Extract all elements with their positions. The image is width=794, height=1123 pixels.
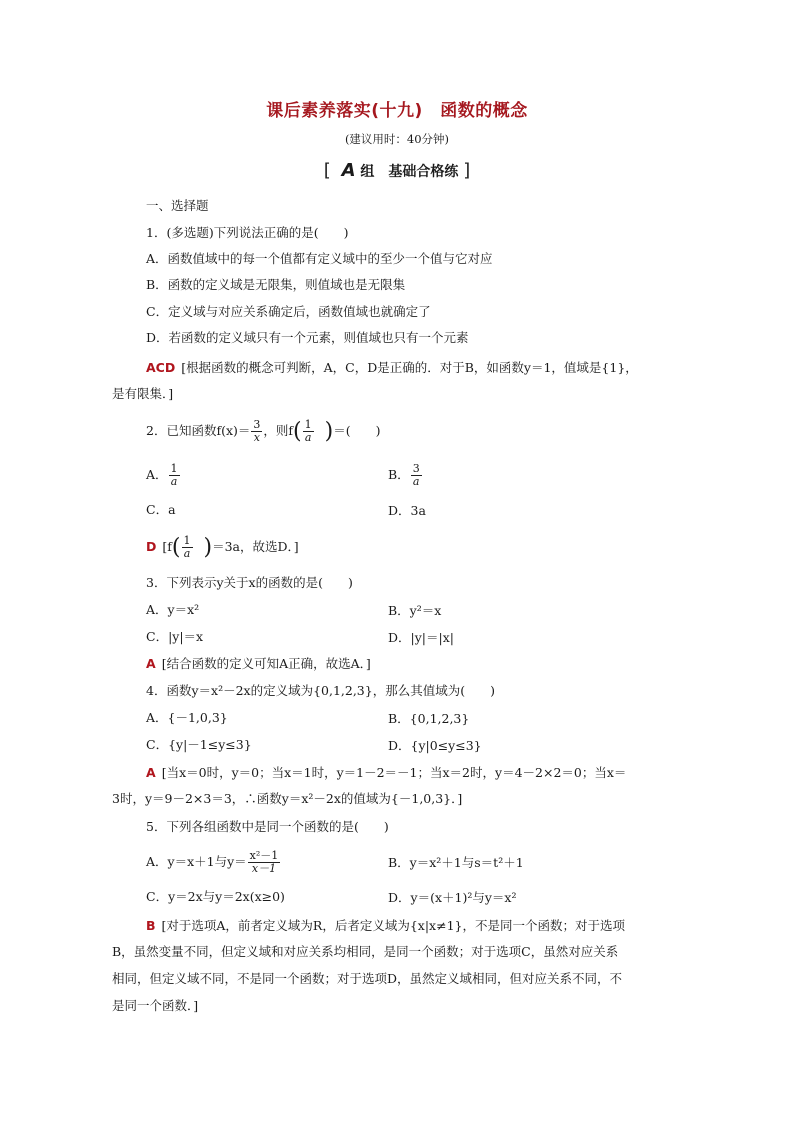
group-bracket-close: ] [463, 160, 471, 181]
q2-option-a-num: 1 [170, 462, 178, 475]
suggested-time: (建议用时：40分钟) [344, 132, 450, 146]
q5-explanation-3: 相同，但定义域不同，不是同一个函数；对于选项D，虽然定义域相同，但对应关系不同，不 [112, 971, 623, 986]
q3-answer: A [146, 656, 156, 671]
q2-explanation-paren-right: ) [203, 534, 213, 560]
q2-option-b-frac [411, 463, 422, 488]
q1-option-b: B．函数的定义域是无限集，则值域也是无限集 [146, 277, 406, 292]
q2-fraction-num: 3 [253, 418, 261, 431]
q2-option-a-frac [169, 463, 180, 488]
q4-answer: A [146, 765, 156, 780]
q2-stem [146, 414, 380, 448]
q2-explanation-frac [182, 535, 193, 560]
q5-explanation-2: B，虽然变量不同，但定义域和对应关系均相同，是同一个函数；对于选项C，虽然对应关系 [112, 944, 619, 959]
q5-option-a-den: x－1 [251, 862, 277, 875]
q5-option-a-pre: A．y＝x＋1与y＝ [146, 854, 247, 869]
q5-option-d: D．y＝(x＋1)²与y＝x² [388, 890, 517, 905]
q2-option-c: C．a [146, 502, 176, 517]
q2-stem-mid: ，则f [263, 423, 294, 438]
q2-option-b [388, 458, 423, 492]
q2-option-b-label: B． [388, 467, 410, 482]
q3-solution [146, 655, 371, 673]
q1-stem: 1．(多选题)下列说法正确的是( ) [146, 225, 349, 240]
q2-paren-left: ( [293, 418, 302, 444]
q2-fraction-den: x [253, 431, 260, 444]
q2-option-a [146, 458, 181, 492]
q1-answer: ACD [146, 360, 176, 375]
q5-explanation-1: [对于选项A，前者定义域为R，后者定义域为{x|x≠1}，不是同一个函数；对于选项 [161, 918, 625, 933]
q3-option-b: B．y²＝x [388, 603, 442, 618]
q5-option-a-num: x²－1 [249, 849, 279, 862]
q1-option-c: C．定义域与对应关系确定后，函数值域也就确定了 [146, 304, 431, 319]
section-heading: 一、选择题 [146, 198, 209, 213]
q4-option-a: A．{－1,0,3} [146, 710, 228, 725]
q3-stem: 3．下列表示y关于x的函数的是( ) [146, 575, 353, 590]
q2-stem-post: ＝( ) [333, 423, 381, 438]
q2-arg-num: 1 [304, 418, 312, 431]
q5-answer: B [146, 918, 156, 933]
group-letter: A [341, 160, 356, 181]
group-label: 组 基础合格练 [360, 164, 459, 180]
q5-option-a [146, 845, 281, 879]
q1-solution-line-1 [146, 359, 638, 377]
q2-option-b-den: a [412, 475, 420, 488]
q4-explanation-2: 3时，y＝9－2×3＝3，∴函数y＝x²－2x的值域为{－1,0,3}．] [112, 791, 463, 806]
q1-option-a: A．函数值域中的每一个值都有定义域中的至少一个值与它对应 [146, 251, 493, 266]
q2-explanation-post: ＝3a，故选D．] [212, 539, 299, 554]
q2-explanation-paren-left: ( [171, 534, 181, 560]
q5-stem: 5．下列各组函数中是同一个函数的是( ) [146, 819, 389, 834]
q2-explanation-num: 1 [183, 534, 191, 547]
q2-answer: D [146, 539, 157, 554]
q2-explanation-pre: [f [162, 539, 172, 554]
q2-fraction [251, 419, 262, 444]
q2-solution [146, 530, 299, 564]
q4-option-c: C．{y|－1≤y≤3} [146, 737, 252, 752]
page-title: 课后素养落实(十九) 函数的概念 [266, 101, 528, 121]
q2-arg-fraction [303, 419, 314, 444]
q2-option-b-num: 3 [412, 462, 420, 475]
q3-option-d: D．|y|＝|x| [388, 630, 454, 645]
q5-explanation-4: 是同一个函数．] [112, 998, 199, 1013]
q4-solution-line-1 [146, 764, 626, 782]
q4-option-d: D．{y|0≤y≤3} [388, 738, 482, 753]
q2-arg-den: a [304, 431, 312, 444]
q2-explanation-den: a [183, 547, 191, 560]
q2-paren-right: ) [324, 418, 334, 444]
q2-stem-pre: 2．已知函数f(x)＝ [146, 423, 251, 438]
q1-explanation-2: 是有限集．] [112, 386, 174, 401]
q5-solution-line-1 [146, 917, 625, 935]
q5-option-c: C．y＝2x与y＝2x(x≥0) [146, 889, 285, 904]
q4-option-b: B．{0,1,2,3} [388, 711, 470, 726]
q1-option-d: D．若函数的定义域只有一个元素，则值域也只有一个元素 [146, 330, 469, 345]
q2-option-a-label: A． [146, 467, 168, 482]
q5-option-a-frac [248, 850, 281, 875]
q4-explanation-1: [当x＝0时，y＝0；当x＝1时，y＝1－2＝－1；当x＝2时，y＝4－2×2＝0；当x＝ [161, 765, 627, 780]
q4-stem: 4．函数y＝x²－2x的定义域为{0,1,2,3}，那么其值域为( ) [146, 683, 495, 698]
q2-option-d: D．3a [388, 503, 426, 518]
q3-option-a: A．y＝x² [146, 602, 200, 617]
q5-option-b: B．y＝x²＋1与s＝t²＋1 [388, 855, 524, 870]
q3-explanation: [结合函数的定义可知A正确，故选A．] [161, 656, 371, 671]
q2-option-a-den: a [170, 475, 178, 488]
group-heading [0, 160, 794, 181]
q3-option-c: C．|y|＝x [146, 629, 204, 644]
q1-explanation-1: [根据函数的概念可判断，A，C，D是正确的．对于B，如函数y＝1，值域是{1}， [181, 360, 638, 375]
group-bracket-open: [ [323, 160, 331, 181]
